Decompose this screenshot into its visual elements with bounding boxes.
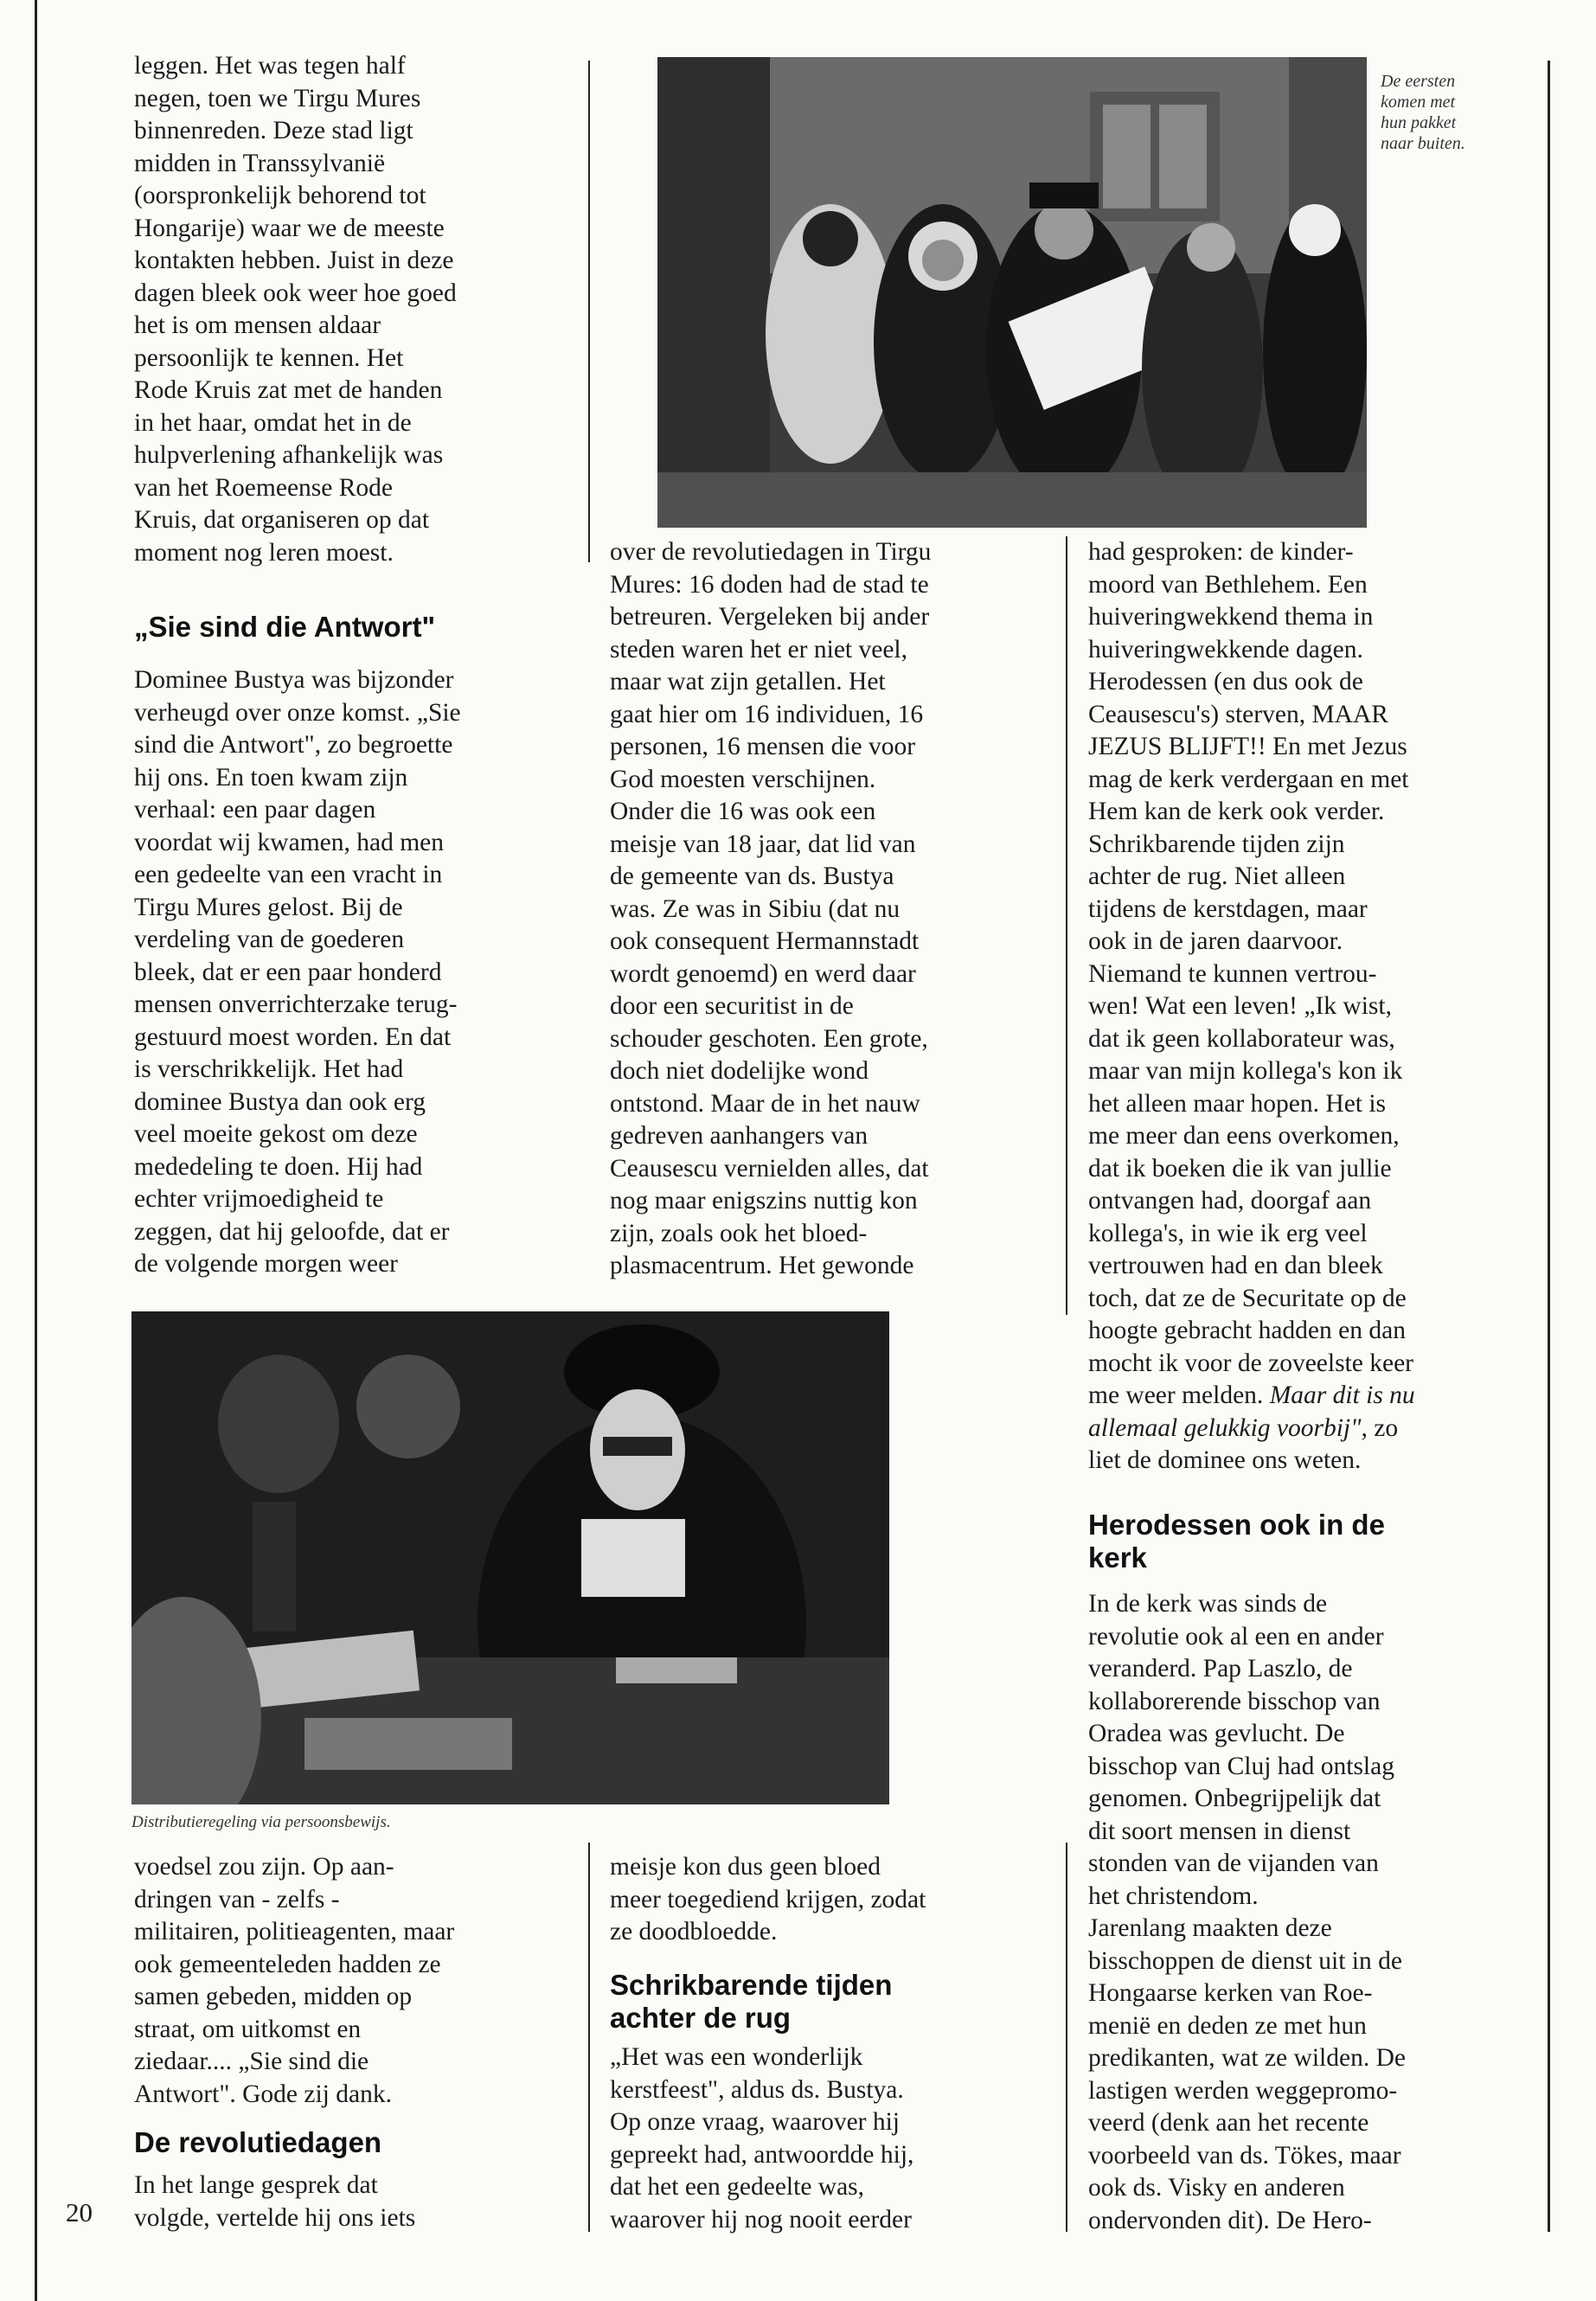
text-line: ontvangen had, doorgaf aan — [1088, 1187, 1372, 1215]
text-line: stonden van de vijanden van — [1088, 1849, 1379, 1877]
text-line: wen! Wat een leven! „Ik wist, — [1088, 992, 1392, 1020]
text-line: de volgende morgen weer — [134, 1250, 398, 1278]
text-line: sind die Antwort", zo begroette — [134, 731, 453, 759]
text-line: veel moeite gekost om deze — [134, 1120, 418, 1148]
text-line: doch niet dodelijke wond — [610, 1057, 869, 1085]
heading-de-revolutiedagen: De revolutiedagen — [134, 2126, 382, 2158]
column-3-top — [1088, 536, 1415, 1477]
text-line: kontakten hebben. Juist in deze — [134, 247, 454, 274]
column-1-top — [134, 50, 457, 569]
text-line: ook consequent Hermannstadt — [610, 927, 920, 955]
text-line: bisschop van Cluj had ontslag — [1088, 1752, 1394, 1780]
text-line: ziedaar.... „Sie sind die — [134, 2048, 369, 2075]
text-line: kollaborerende bisschop van — [1088, 1687, 1381, 1715]
column-divider-2-lower — [1066, 1843, 1067, 2232]
text-line: dominee Bustya dan ook erg — [134, 1087, 426, 1116]
text-line: menië en deden ze met hun — [1088, 2011, 1367, 2040]
text-line: was. Ze was in Sibiu (dat nu — [610, 894, 901, 923]
text-line: verdeling van de goederen — [134, 926, 405, 953]
text-line: negen, toen we Tirgu Mures — [134, 84, 421, 112]
column-divider-1 — [588, 61, 590, 562]
text-line: schouder geschoten. Een grote, — [610, 1024, 928, 1053]
text-line: wordt genoemd) en werd daar — [610, 959, 916, 988]
text-line: Rode Kruis zat met de handen — [134, 376, 443, 404]
photo-bottom-caption: Distributieregeling via persoonsbewijs. — [131, 1813, 391, 1831]
text-line: volgde, vertelde hij ons iets — [134, 2203, 416, 2232]
text-line: samen gebeden, midden op — [134, 1983, 413, 2010]
text-line: God moesten verschijnen. — [610, 765, 876, 793]
text-line: gestuurd moest worden. En dat — [134, 1022, 452, 1051]
text-line: voedsel zou zijn. Op aan- — [134, 1853, 394, 1881]
column-3-bottom — [1088, 1588, 1406, 2237]
text-line: huiveringwekkende dagen. — [1088, 635, 1363, 663]
text-line: ontstond. Maar de in het nauw — [610, 1089, 920, 1118]
heading-sie-sind-die-antwort: „Sie sind die Antwort" — [134, 611, 436, 643]
text-line: Kruis, dat organiseren op dat — [134, 506, 430, 534]
text-line: leggen. Het was tegen half — [134, 52, 406, 80]
text-line: de gemeente van ds. Bustya — [610, 862, 894, 890]
text-line: nog maar enigszins nuttig kon — [610, 1187, 918, 1215]
text-line: allemaal gelukkig voorbij", zo — [1088, 1413, 1399, 1442]
text-line: Jarenlang maakten deze — [1088, 1914, 1332, 1942]
text-line: een gedeelte van een vracht in — [134, 861, 443, 888]
column-1-mid — [134, 664, 461, 1281]
text-line: dringen van - zelfs - — [134, 1885, 340, 1913]
text-line: gaat hier om 16 individuen, 16 — [610, 700, 924, 728]
text-line: zeggen, dat hij geloofde, dat er — [134, 1217, 450, 1246]
text-line: ondervonden dit). De Hero- — [1088, 2206, 1372, 2234]
text-line: kerstfeest", aldus ds. Bustya. — [610, 2075, 904, 2104]
text-line: voorbeeld van ds. Tökes, maar — [1088, 2141, 1401, 2170]
text-line: ook in de jaren daarvoor. — [1088, 927, 1343, 955]
text-line: ook gemeenteleden hadden ze — [134, 1950, 441, 1978]
column-1-end — [134, 2170, 415, 2234]
text-line: mag de kerk verdergaan en met — [1088, 765, 1409, 793]
text-line: dat ik geen kollaborateur was, — [1088, 1024, 1395, 1053]
text-line: In de kerk was sinds de — [1088, 1590, 1328, 1618]
text-line: over de revolutiedagen in Tirgu — [610, 538, 932, 566]
text-line: huiveringwekkend thema in — [1088, 603, 1374, 631]
heading-herodessen-line2: kerk — [1088, 1541, 1147, 1574]
text-line: dat ik boeken die ik van jullie — [1088, 1154, 1392, 1183]
text-line: betreuren. Vergeleken bij ander — [610, 603, 930, 631]
column-1-bottom — [134, 1851, 454, 2111]
text-line: voordat wij kwamen, had men — [134, 828, 445, 856]
text-line: het alleen maar hopen. Het is — [1088, 1089, 1387, 1118]
text-line: Schrikbarende tijden zijn — [1088, 830, 1345, 858]
column-2-bottom — [610, 1851, 926, 1949]
text-line: me meer dan eens overkomen, — [1088, 1122, 1400, 1150]
heading-schrikbarende-tijden: Schrikbarende tijden — [610, 1969, 893, 2001]
text-line: mensen onverrichterzake terug- — [134, 990, 458, 1018]
text-line: dagen bleek ook weer hoe goed — [134, 279, 457, 307]
text-line: Op onze vraag, waarover hij — [610, 2108, 901, 2136]
column-2-end — [610, 2041, 913, 2236]
text-line: toch, dat ze de Securitate op de — [1088, 1284, 1407, 1312]
text-line: Ceausescu's) sterven, MAAR — [1088, 700, 1388, 728]
text-line: „Het was een wonderlijk — [610, 2043, 863, 2071]
text-line: Tirgu Mures gelost. Bij de — [134, 893, 403, 921]
text-line: hulpverlening afhankelijk was — [134, 441, 444, 469]
text-line: bisschoppen de dienst uit in de — [1088, 1946, 1402, 1975]
text-line: ze doodbloedde. — [610, 1918, 778, 1945]
text-line: Dominee Bustya was bijzonder — [134, 666, 454, 694]
text-line: het is om mensen aldaar — [134, 311, 381, 339]
text-line: kollega's, in wie ik erg veel — [1088, 1219, 1368, 1247]
text-line: lastigen werden weggepromo- — [1088, 2076, 1398, 2105]
text-line: binnenreden. Deze stad ligt — [134, 117, 413, 144]
text-line: Ceausescu vernielden alles, dat — [610, 1154, 929, 1183]
text-line: moord van Bethlehem. Een — [1088, 570, 1368, 599]
text-line: moment nog leren moest. — [134, 538, 394, 567]
photo-people-with-packages — [657, 57, 1367, 528]
text-line: door een securitist in de — [610, 992, 854, 1020]
text-line: genomen. Onbegrijpelijk dat — [1088, 1785, 1381, 1812]
text-line: Oradea was gevlucht. De — [1088, 1720, 1345, 1747]
text-line: plasmacentrum. Het gewonde — [610, 1252, 914, 1279]
text-line: gepreekt had, antwoordde hij, — [610, 2140, 914, 2169]
text-line: echter vrijmoedigheid te — [134, 1185, 384, 1213]
text-line: revolutie ook al een en ander — [1088, 1622, 1384, 1650]
text-line: het christendom. — [1088, 1881, 1259, 1910]
text-line: van het Roemeense Rode — [134, 473, 394, 502]
text-line: maar van mijn kollega's kon ik — [1088, 1057, 1403, 1085]
column-divider-2 — [1066, 536, 1067, 1315]
text-line: waarover hij nog nooit eerder — [610, 2205, 912, 2234]
column-divider-1-lower — [588, 1843, 590, 2232]
text-line: achter de rug. Niet alleen — [1088, 862, 1346, 890]
photo-distribution-table — [131, 1311, 889, 1804]
text-line: Herodessen (en dus ook de — [1088, 668, 1363, 695]
text-line: Mures: 16 doden had de stad te — [610, 570, 929, 599]
text-line: In het lange gesprek dat — [134, 2171, 378, 2199]
text-line: midden in Transsylvanië — [134, 149, 386, 177]
text-line: mocht ik voor de zoveelste keer — [1088, 1349, 1413, 1377]
page-number: 20 — [66, 2197, 93, 2227]
text-line: meisje kon dus geen bloed — [610, 1853, 881, 1881]
text-line: (oorspronkelijk behorend tot — [134, 182, 426, 209]
text-line: Antwort". Gode zij dank. — [134, 2080, 392, 2108]
text-line: bleek, dat er een paar honderd — [134, 958, 442, 986]
text-line: maar wat zijn getallen. Het — [610, 668, 886, 695]
text-line: is verschrikkelijk. Het had — [134, 1055, 404, 1083]
column-2-top — [610, 536, 931, 1283]
text-line: predikanten, wat ze wilden. De — [1088, 2044, 1406, 2072]
photo-top-caption: De eersten komen met hun pakket naar buiten. — [1381, 72, 1465, 153]
text-line: in het haar, omdat het in de — [134, 408, 412, 437]
text-line: hij ons. En toen kwam zijn — [134, 763, 408, 792]
text-line: dat het een gedeelte was, — [610, 2173, 865, 2201]
text-line: steden waren het er niet veel, — [610, 635, 908, 663]
text-line: ook ds. Visky en anderen — [1088, 2174, 1345, 2202]
text-line: vertrouwen had en dan bleek — [1088, 1252, 1383, 1279]
left-margin-rule — [35, 0, 37, 2301]
text-line: straat, om uitkomst en — [134, 2015, 362, 2043]
text-line: meer toegediend krijgen, zodat — [610, 1885, 926, 1913]
text-line: personen, 16 mensen die voor — [610, 733, 916, 760]
text-line: hoogte gebracht hadden en dan — [1088, 1317, 1406, 1344]
right-margin-rule — [1548, 61, 1550, 2232]
text-line: mededeling te doen. Hij had — [134, 1152, 423, 1181]
text-line: had gesproken: de kinder- — [1088, 538, 1354, 566]
text-line: tijdens de kerstdagen, maar — [1088, 894, 1368, 923]
text-line: gedreven aanhangers van — [610, 1122, 869, 1150]
text-line: Hongarije) waar we de meeste — [134, 214, 445, 242]
text-line: militairen, politieagenten, maar — [134, 1918, 455, 1945]
text-line: veerd (denk aan het recente — [1088, 2109, 1369, 2137]
text-line: meisje van 18 jaar, dat lid van — [610, 830, 916, 858]
text-line: liet de dominee ons weten. — [1088, 1446, 1362, 1474]
text-line: Onder die 16 was ook een — [610, 798, 876, 825]
text-line: me weer melden. Maar dit is nu — [1088, 1381, 1415, 1409]
text-line: persoonlijk te kennen. Het — [134, 343, 404, 372]
text-line: Niemand te kunnen vertrou- — [1088, 959, 1377, 988]
text-line: dit soort mensen in dienst — [1088, 1817, 1351, 1845]
text-line: Hongaarse kerken van Roe- — [1088, 1979, 1373, 2007]
heading-schrikbarende-tijden-line2: achter de rug — [610, 2002, 792, 2034]
text-line: Hem kan de kerk ook verder. — [1088, 798, 1385, 825]
text-line: zijn, zoals ook het bloed- — [610, 1219, 868, 1247]
text-line: verhaal: een paar dagen — [134, 796, 376, 824]
text-line: veranderd. Pap Laszlo, de — [1088, 1655, 1353, 1682]
text-line: JEZUS BLIJFT!! En met Jezus — [1088, 733, 1407, 760]
heading-herodessen: Herodessen ook in de — [1088, 1509, 1385, 1541]
text-line: verheugd over onze komst. „Sie — [134, 698, 461, 727]
